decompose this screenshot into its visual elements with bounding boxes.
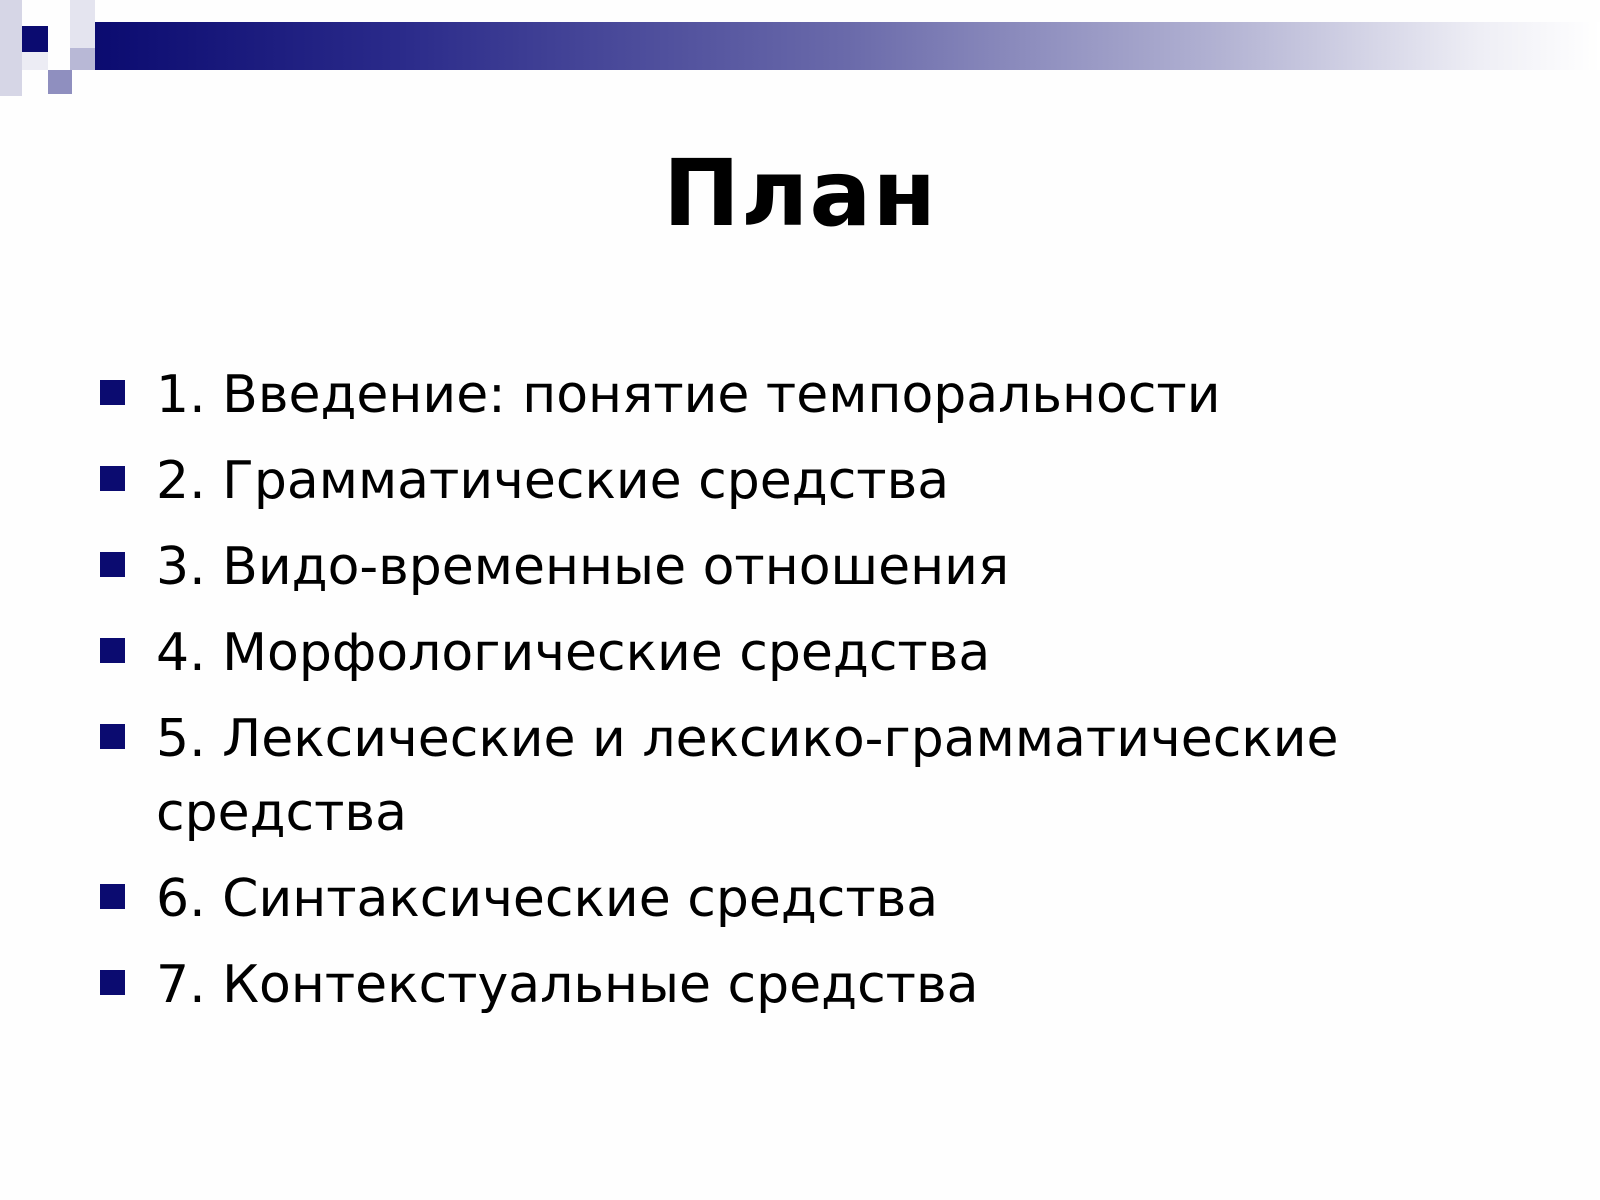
square-bullet-icon <box>100 638 125 663</box>
list-item <box>100 530 1480 604</box>
list-item-text: 4. Морфологические средства <box>156 623 991 683</box>
square-bullet-icon <box>100 970 125 995</box>
list-item-text: 3. Видо-временные отношения <box>156 537 1010 597</box>
header-gradient-bar <box>95 22 1600 70</box>
decor-square <box>70 0 95 48</box>
list-item <box>100 358 1480 432</box>
list-item <box>100 862 1480 936</box>
slide-title: План <box>662 140 938 247</box>
decor-square <box>48 70 72 94</box>
square-bullet-icon <box>100 380 125 405</box>
decor-square <box>22 52 48 70</box>
decor-square <box>70 48 95 70</box>
list-item <box>100 444 1480 518</box>
plan-list <box>100 358 1480 1034</box>
square-bullet-icon <box>100 466 125 491</box>
list-item-text: 5. Лексические и лексико-грамматические средства <box>156 709 1339 843</box>
list-item-text: 1. Введение: понятие темпоральности <box>156 365 1221 425</box>
decor-square <box>22 26 48 52</box>
list-item <box>100 702 1480 850</box>
list-item <box>100 948 1480 1022</box>
list-item-text: 6. Синтаксические средства <box>156 869 939 929</box>
list-item <box>100 616 1480 690</box>
decor-square <box>0 0 22 96</box>
list-item-text: 2. Грамматические средства <box>156 451 950 511</box>
list-item-text: 7. Контекстуальные средства <box>156 955 979 1015</box>
square-bullet-icon <box>100 552 125 577</box>
square-bullet-icon <box>100 884 125 909</box>
square-bullet-icon <box>100 724 125 749</box>
